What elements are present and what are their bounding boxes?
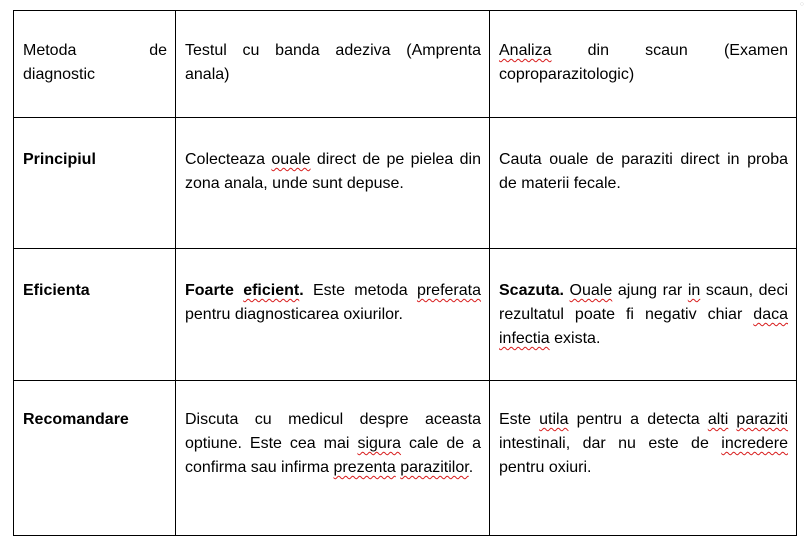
principiul-col1-text: direct de pe pielea din zona anala, unde sunt depuse.	[185, 151, 481, 192]
recomandare-col2-spell-word: paraziti	[736, 411, 788, 428]
principiul-col1-spell-word: ouale	[271, 151, 311, 168]
eficienta-col2-spell-word: in	[687, 282, 701, 299]
eficienta-col2-spell-word: daca	[753, 306, 788, 323]
recomandare-col2-text: pentru a detecta	[568, 411, 708, 428]
recomandare-col2-cell	[490, 381, 797, 536]
eficienta-col2-bold: Scazuta.	[499, 282, 564, 299]
recomandare-col1-spell-word: prezenta	[333, 459, 396, 476]
recomandare-label: Recomandare	[23, 411, 129, 428]
principiul-col1-cell	[176, 118, 490, 249]
recomandare-col2-spell-word: alti	[707, 411, 729, 428]
principiul-col1-text: Colecteaza	[185, 151, 272, 168]
corner-mark: ○	[799, 1, 804, 8]
header-col2-text: din scaun (Examen coproparazitologic)	[499, 42, 788, 83]
recomandare-col2-text: intestinali, dar nu este de	[499, 435, 722, 452]
principiul-col2-text: Cauta ouale de paraziti direct in proba de materii fecale.	[499, 151, 788, 192]
eficienta-col1-spell-word: eficient	[243, 282, 300, 299]
eficienta-col2-spell-word: infectia	[499, 330, 550, 347]
recomandare-col1-spell-word: sigura	[357, 435, 402, 452]
recomandare-col1-text: cale de a confirma sau infirma	[185, 435, 481, 476]
header-col1-cell	[176, 11, 490, 118]
recomandare-label-cell	[14, 381, 176, 536]
eficienta-col2-text: ajung rar	[612, 282, 688, 299]
table-row-header	[14, 11, 797, 118]
principiul-label: Principiul	[23, 151, 96, 168]
eficienta-label: Eficienta	[23, 282, 90, 299]
recomandare-col2-spell-word: utila	[539, 411, 569, 428]
header-col1-text: Testul cu banda adeziva (Amprenta anala)	[185, 42, 481, 83]
eficienta-col1-text: Este metoda	[303, 282, 417, 299]
recomandare-col2-spell-word: incredere	[721, 435, 788, 452]
eficienta-label-cell	[14, 249, 176, 381]
diagnostic-table	[13, 10, 797, 536]
eficienta-col2-text: exista.	[549, 330, 601, 347]
eficienta-col1-bold: Foarte	[185, 282, 234, 299]
header-label-cell	[14, 11, 176, 118]
eficienta-col2-cell	[490, 249, 797, 381]
header-label-part1: Metoda	[23, 42, 77, 59]
recomandare-col1-spell-word: parazitilor	[400, 459, 469, 476]
table-row-recomandare	[14, 381, 797, 536]
principiul-col2-cell	[490, 118, 797, 249]
eficienta-col1-spell-word: preferata	[416, 282, 481, 299]
recomandare-col2-text: Este	[499, 411, 540, 428]
table-row-principiul	[14, 118, 797, 249]
recomandare-col1-text: Discuta cu medicul despre aceasta optiune. Este cea mai	[185, 411, 481, 452]
eficienta-col1-text: pentru diagnosticarea oxiurilor.	[185, 306, 403, 323]
table-row-eficienta	[14, 249, 797, 381]
header-col2-spell-word: Analiza	[499, 42, 552, 59]
eficienta-col1-bold: .	[299, 282, 304, 299]
eficienta-col2-spell-word: Ouale	[569, 282, 613, 299]
recomandare-col2-text: pentru oxiuri.	[499, 459, 592, 476]
recomandare-col1-text: .	[468, 459, 474, 476]
header-col2-cell	[490, 11, 797, 118]
principiul-label-cell	[14, 118, 176, 249]
recomandare-col1-cell	[176, 381, 490, 536]
eficienta-col2-text: scaun, deci rezultatul poate fi negativ chiar	[499, 282, 788, 323]
header-label-part2: de diagnostic	[23, 42, 167, 83]
eficienta-col1-cell	[176, 249, 490, 381]
